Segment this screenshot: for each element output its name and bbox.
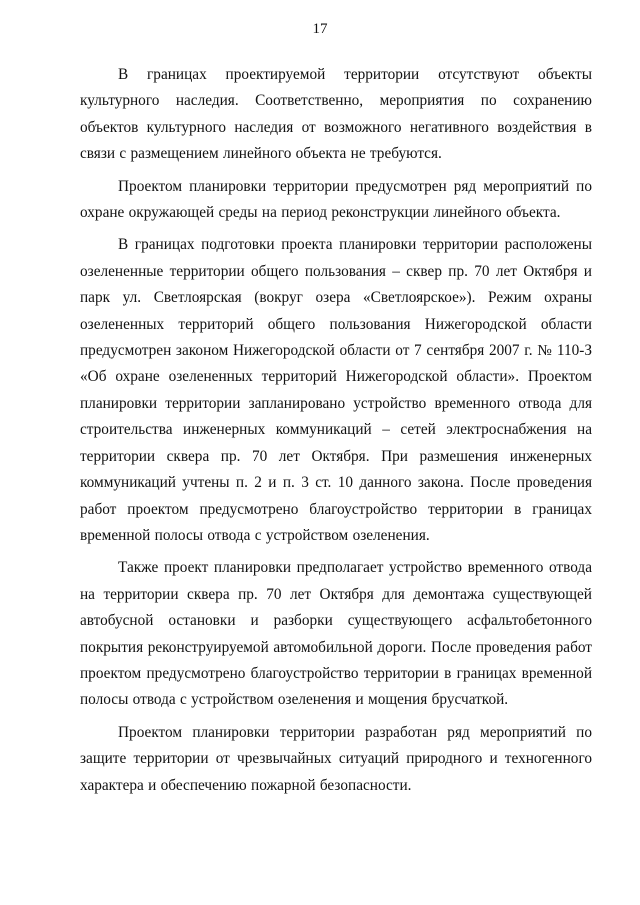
paragraph-environment-protection: Проектом планировки территории предусмотрен ряд мероприятий по охране окружающей среды на период реконструкции линейного объекта.	[80, 177, 592, 222]
paragraph-cultural-heritage: В границах проектируемой территории отсутствуют объекты культурного наследия. Соответственно, мероприятия по сохранению объектов культурного наследия от возможного негативного воздействия в связи с размещением линейного объекта не требуются.	[80, 66, 592, 163]
document-body	[80, 62, 592, 805]
paragraph-temporary-allotment: Также проект планировки предполагает устройство временного отвода на территории сквера пр. 70 лет Октября для демонтажа существующей автобусной остановки и разборки существующего асфальтобетонного покрытия реконструируемой автомобильной дороги. После проведения работ проектом предусмотрено благоустройство территории в границах временной полосы отвода с устройством озеленения и мощения брусчаткой.	[80, 559, 592, 709]
paragraph-emergency-protection: Проектом планировки территории разработан ряд мероприятий по защите территории от чрезвычайных ситуаций природного и техногенного характера и обеспечению пожарной безопасности.	[80, 723, 592, 794]
paragraph-green-areas: В границах подготовки проекта планировки территории расположены озелененные территории общего пользования – сквер пр. 70 лет Октября и парк ул. Светлоярская (вокруг озера «Светлоярское»). Режим охраны озелененных территорий общего пользования Нижегородской области предусмотрен законом Нижегородской области от 7 сентября 2007 г. № 110-З «Об охране озелененных территорий Нижегородской области». Проектом планировки территории запланировано устройство временного отвода для строительства инженерных коммуникаций – сетей электроснабжения на территории сквера пр. 70 лет Октября. При размешения инженерных коммуникаций учтены п. 2 и п. 3 ст. 10 данного закона. После проведения работ проектом предусмотрено благоустройство территории в границах временной полосы отвода с устройством озеленения.	[80, 236, 592, 544]
page-number: 17	[312, 21, 328, 37]
